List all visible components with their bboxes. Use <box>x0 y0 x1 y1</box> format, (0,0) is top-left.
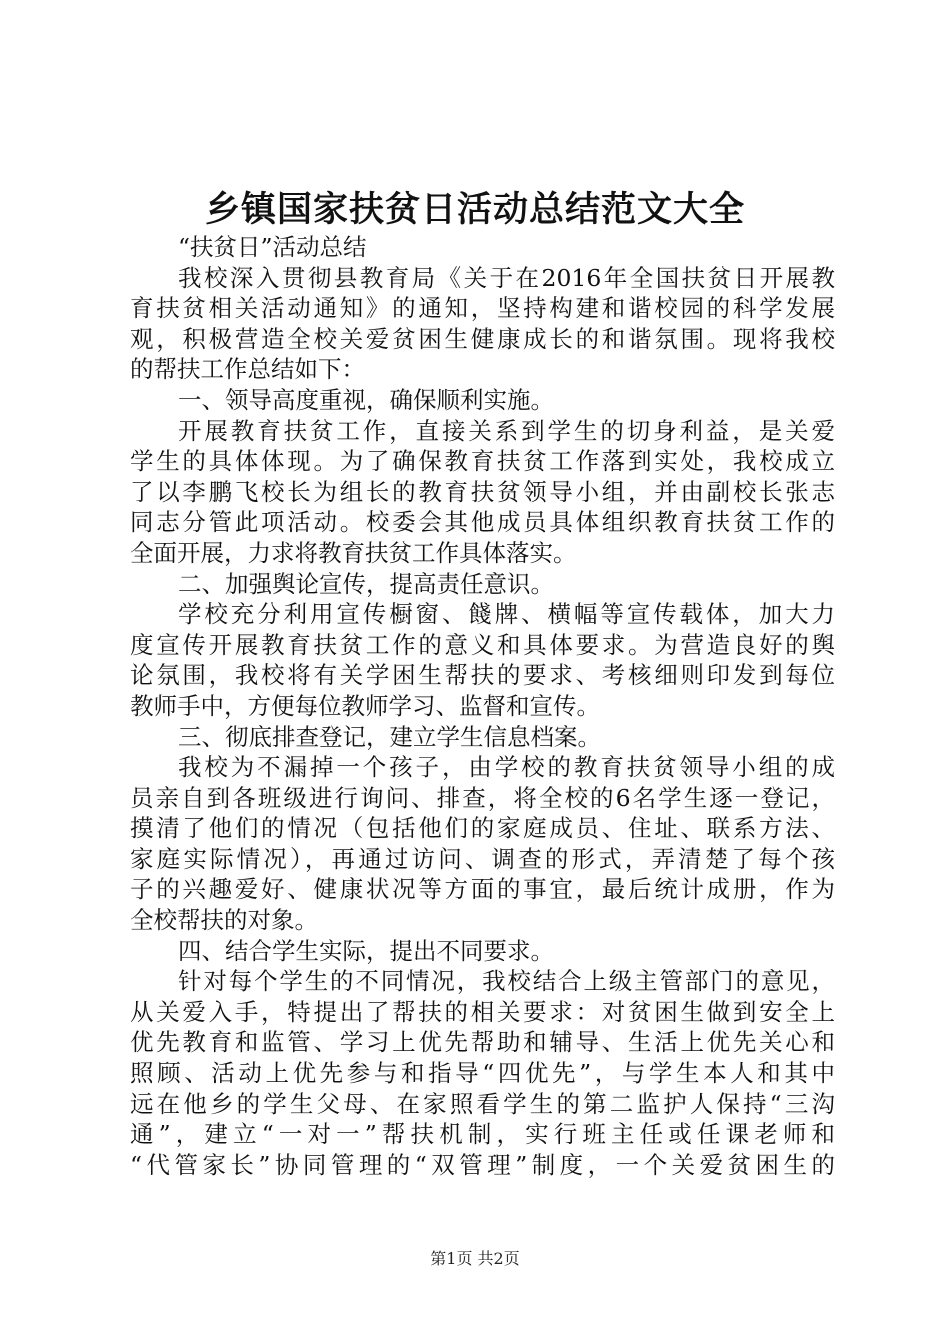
text-line: 一、领导高度重视，确保顺利实施。 <box>178 385 554 414</box>
text-line: 我校为不漏掉一个孩子，由学校的教育扶贫领导小组的成 <box>178 753 835 782</box>
text-line: 从关爱入手，特提出了帮扶的相关要求：对贫困生做到安全上 <box>130 997 835 1026</box>
text-line: 二、加强舆论宣传，提高责任意识。 <box>178 569 554 598</box>
text-line: 家庭实际情况），再通过访问、调查的形式，弄清楚了每个孩 <box>130 844 835 873</box>
text-line: 员亲自到各班级进行询问、排查，将全校的6名学生逐一登记， <box>130 783 835 812</box>
text-line: 通”，建立“一对一”帮扶机制，实行班主任或任课老师和 <box>130 1120 835 1149</box>
text-line: 远在他乡的学生父母、在家照看学生的第二监护人保持“三沟 <box>130 1089 835 1118</box>
text-line: 三、彻底排查登记，建立学生信息档案。 <box>178 722 601 751</box>
document-title: 乡镇国家扶贫日活动总结范文大全 <box>204 189 745 230</box>
text-line: 教师手中，方便每位教师学习、监督和宣传。 <box>130 691 600 720</box>
text-line: 照顾、活动上优先参与和指导“四优先”，与学生本人和其中 <box>130 1059 835 1088</box>
text-line: “代管家长”协同管理的“双管理”制度，一个关爱贫困生的 <box>130 1150 835 1179</box>
text-line: 优先教育和监管、学习上优先帮助和辅导、生活上优先关心和 <box>130 1028 835 1057</box>
text-line: 学校充分利用宣传橱窗、餞牌、横幅等宣传载体，加大力 <box>178 600 835 629</box>
text-line: 摸清了他们的情况（包括他们的家庭成员、住址、联系方法、 <box>130 814 835 843</box>
text-line: 开展教育扶贫工作，直接关系到学生的切身利益，是关爱 <box>178 416 835 445</box>
text-line: 学生的具体体现。为了确保教育扶贫工作落到实处，我校成立 <box>130 447 835 476</box>
text-line: 同志分管此项活动。校委会其他成员具体组织教育扶贫工作的 <box>130 508 835 537</box>
text-line: 观，积极营造全校关爱贫困生健康成长的和谐氛围。现将我校 <box>130 324 835 353</box>
text-line: “扶贫日”活动总结 <box>178 233 367 261</box>
text-line: 针对每个学生的不同情况，我校结合上级主管部门的意见， <box>178 967 835 996</box>
text-line: 度宣传开展教育扶贫工作的意义和具体要求。为营造良好的舆 <box>130 630 835 659</box>
text-line: 育扶贫相关活动通知》的通知，坚持构建和谐校园的科学发展 <box>130 294 835 323</box>
text-line: 全面开展，力求将教育扶贫工作具体落实。 <box>130 538 577 567</box>
text-line: 了以李鹏飞校长为组长的教育扶贫领导小组，并由副校长张志 <box>130 477 835 506</box>
document-body <box>130 232 835 1180</box>
text-line: 的帮扶工作总结如下： <box>130 355 365 384</box>
text-line: 四、结合学生实际，提出不同要求。 <box>178 936 554 965</box>
text-line: 我校深入贯彻县教育局《关于在2016年全国扶贫日开展教 <box>178 263 835 292</box>
text-line: 子的兴趣爱好、健康状况等方面的事宜，最后统计成册，作为 <box>130 875 835 904</box>
text-line: 全校帮扶的对象。 <box>130 906 318 935</box>
page-footer: 第1页 共2页 <box>430 1249 520 1268</box>
text-line: 论氛围，我校将有关学困生帮扶的要求、考核细则印发到每位 <box>130 661 835 690</box>
